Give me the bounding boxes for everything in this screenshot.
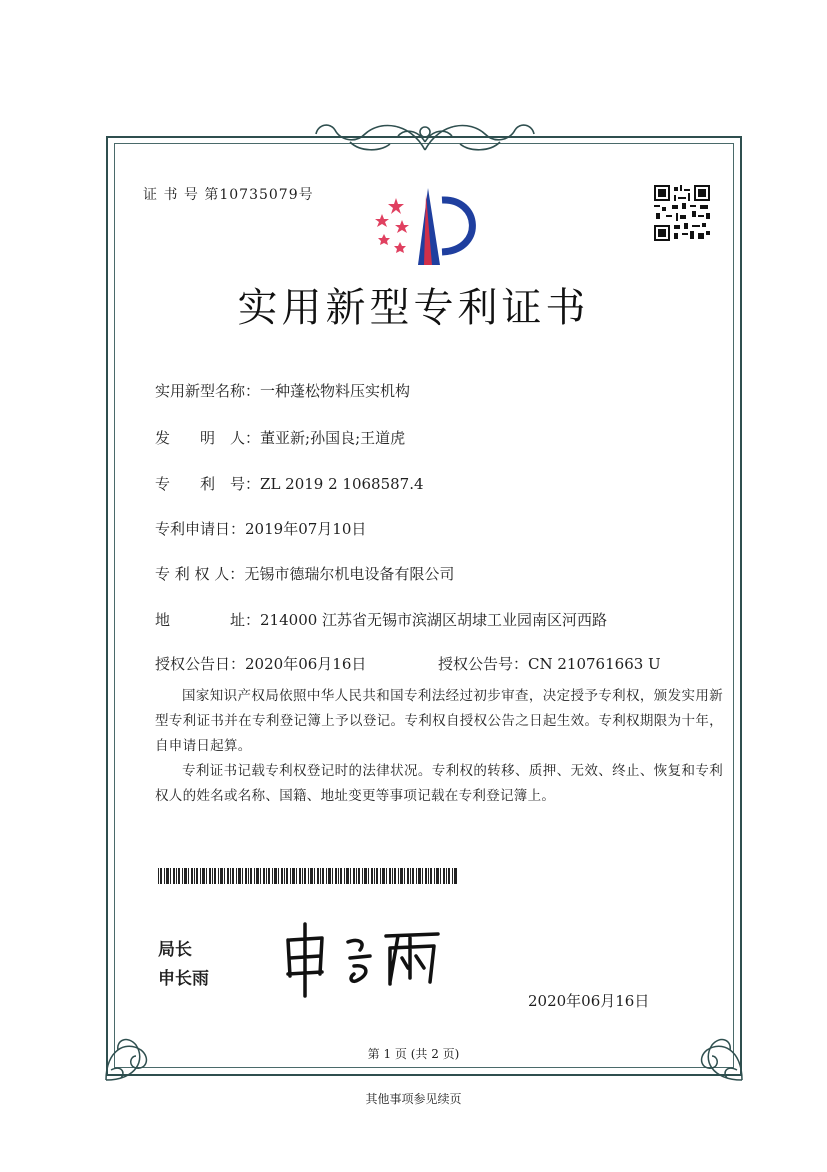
field-value: CN 210761663 U	[528, 655, 661, 673]
qr-code-icon	[654, 185, 710, 241]
field-label: 授权公告日：	[155, 655, 246, 673]
field-label: 授权公告号：	[438, 655, 529, 673]
field-label: 发 明 人：	[155, 429, 261, 447]
field-value: ZL 2019 2 1068587.4	[260, 475, 424, 493]
field-inventor	[155, 427, 405, 448]
field-label: 实用新型名称：	[155, 382, 261, 400]
cnipa-logo-icon	[360, 180, 490, 275]
field-grant-date	[155, 653, 366, 674]
handwritten-signature	[278, 918, 448, 998]
field-patentee	[155, 563, 454, 584]
field-label: 专利申请日：	[155, 520, 246, 538]
footer-note: 其他事项参见续页	[365, 1092, 462, 1106]
certificate-number	[143, 184, 314, 204]
sign-date: 2020年06月16日	[528, 992, 650, 1010]
field-value: 214000 江苏省无锡市滨湖区胡埭工业园南区河西路	[260, 611, 608, 629]
field-label: 专 利 权 人：	[155, 565, 245, 583]
certificate-paragraph-1: 国家知识产权局依照中华人民共和国专利法经过初步审查，决定授予专利权，颁发实用新型专利证书并在专利登记簿上予以登记。专利权自授权公告之日起生效。专利权期限为十年，自申请日起算。	[155, 688, 723, 754]
field-value: 董亚新;孙国良;王道虎	[260, 429, 406, 447]
field-value: 无锡市德瑞尔机电设备有限公司	[244, 565, 455, 583]
field-utility-model-name	[155, 380, 410, 401]
certificate-number-suffix: 号	[298, 187, 314, 203]
certificate-title: 实用新型专利证书	[237, 285, 590, 331]
certificate-paragraph-2: 专利证书记载专利权登记时的法律状况。专利权的转移、质押、无效、终止、恢复和专利权人的姓名或名称、国籍、地址变更等事项记载在专利登记簿上。	[155, 763, 723, 804]
certificate-number-value: 10735079	[219, 187, 299, 203]
field-label: 地 址：	[155, 611, 261, 629]
field-filing-date	[155, 518, 366, 539]
top-ornament-icon	[310, 112, 540, 154]
signatory-role: 局长	[158, 940, 192, 960]
field-value: 2020年06月16日	[245, 655, 367, 673]
field-value: 一种蓬松物料压实机构	[260, 382, 411, 400]
signatory-name: 申长雨	[158, 969, 209, 989]
field-address	[155, 609, 607, 630]
field-value: 2019年07月10日	[245, 520, 367, 538]
barcode-icon	[158, 868, 458, 884]
field-label: 专 利 号：	[155, 475, 261, 493]
field-grant-number	[438, 653, 661, 674]
page-number: 第 1 页 (共 2 页)	[367, 1047, 460, 1061]
certificate-number-label: 证 书 号 第	[143, 187, 220, 203]
field-patent-number	[155, 473, 424, 494]
